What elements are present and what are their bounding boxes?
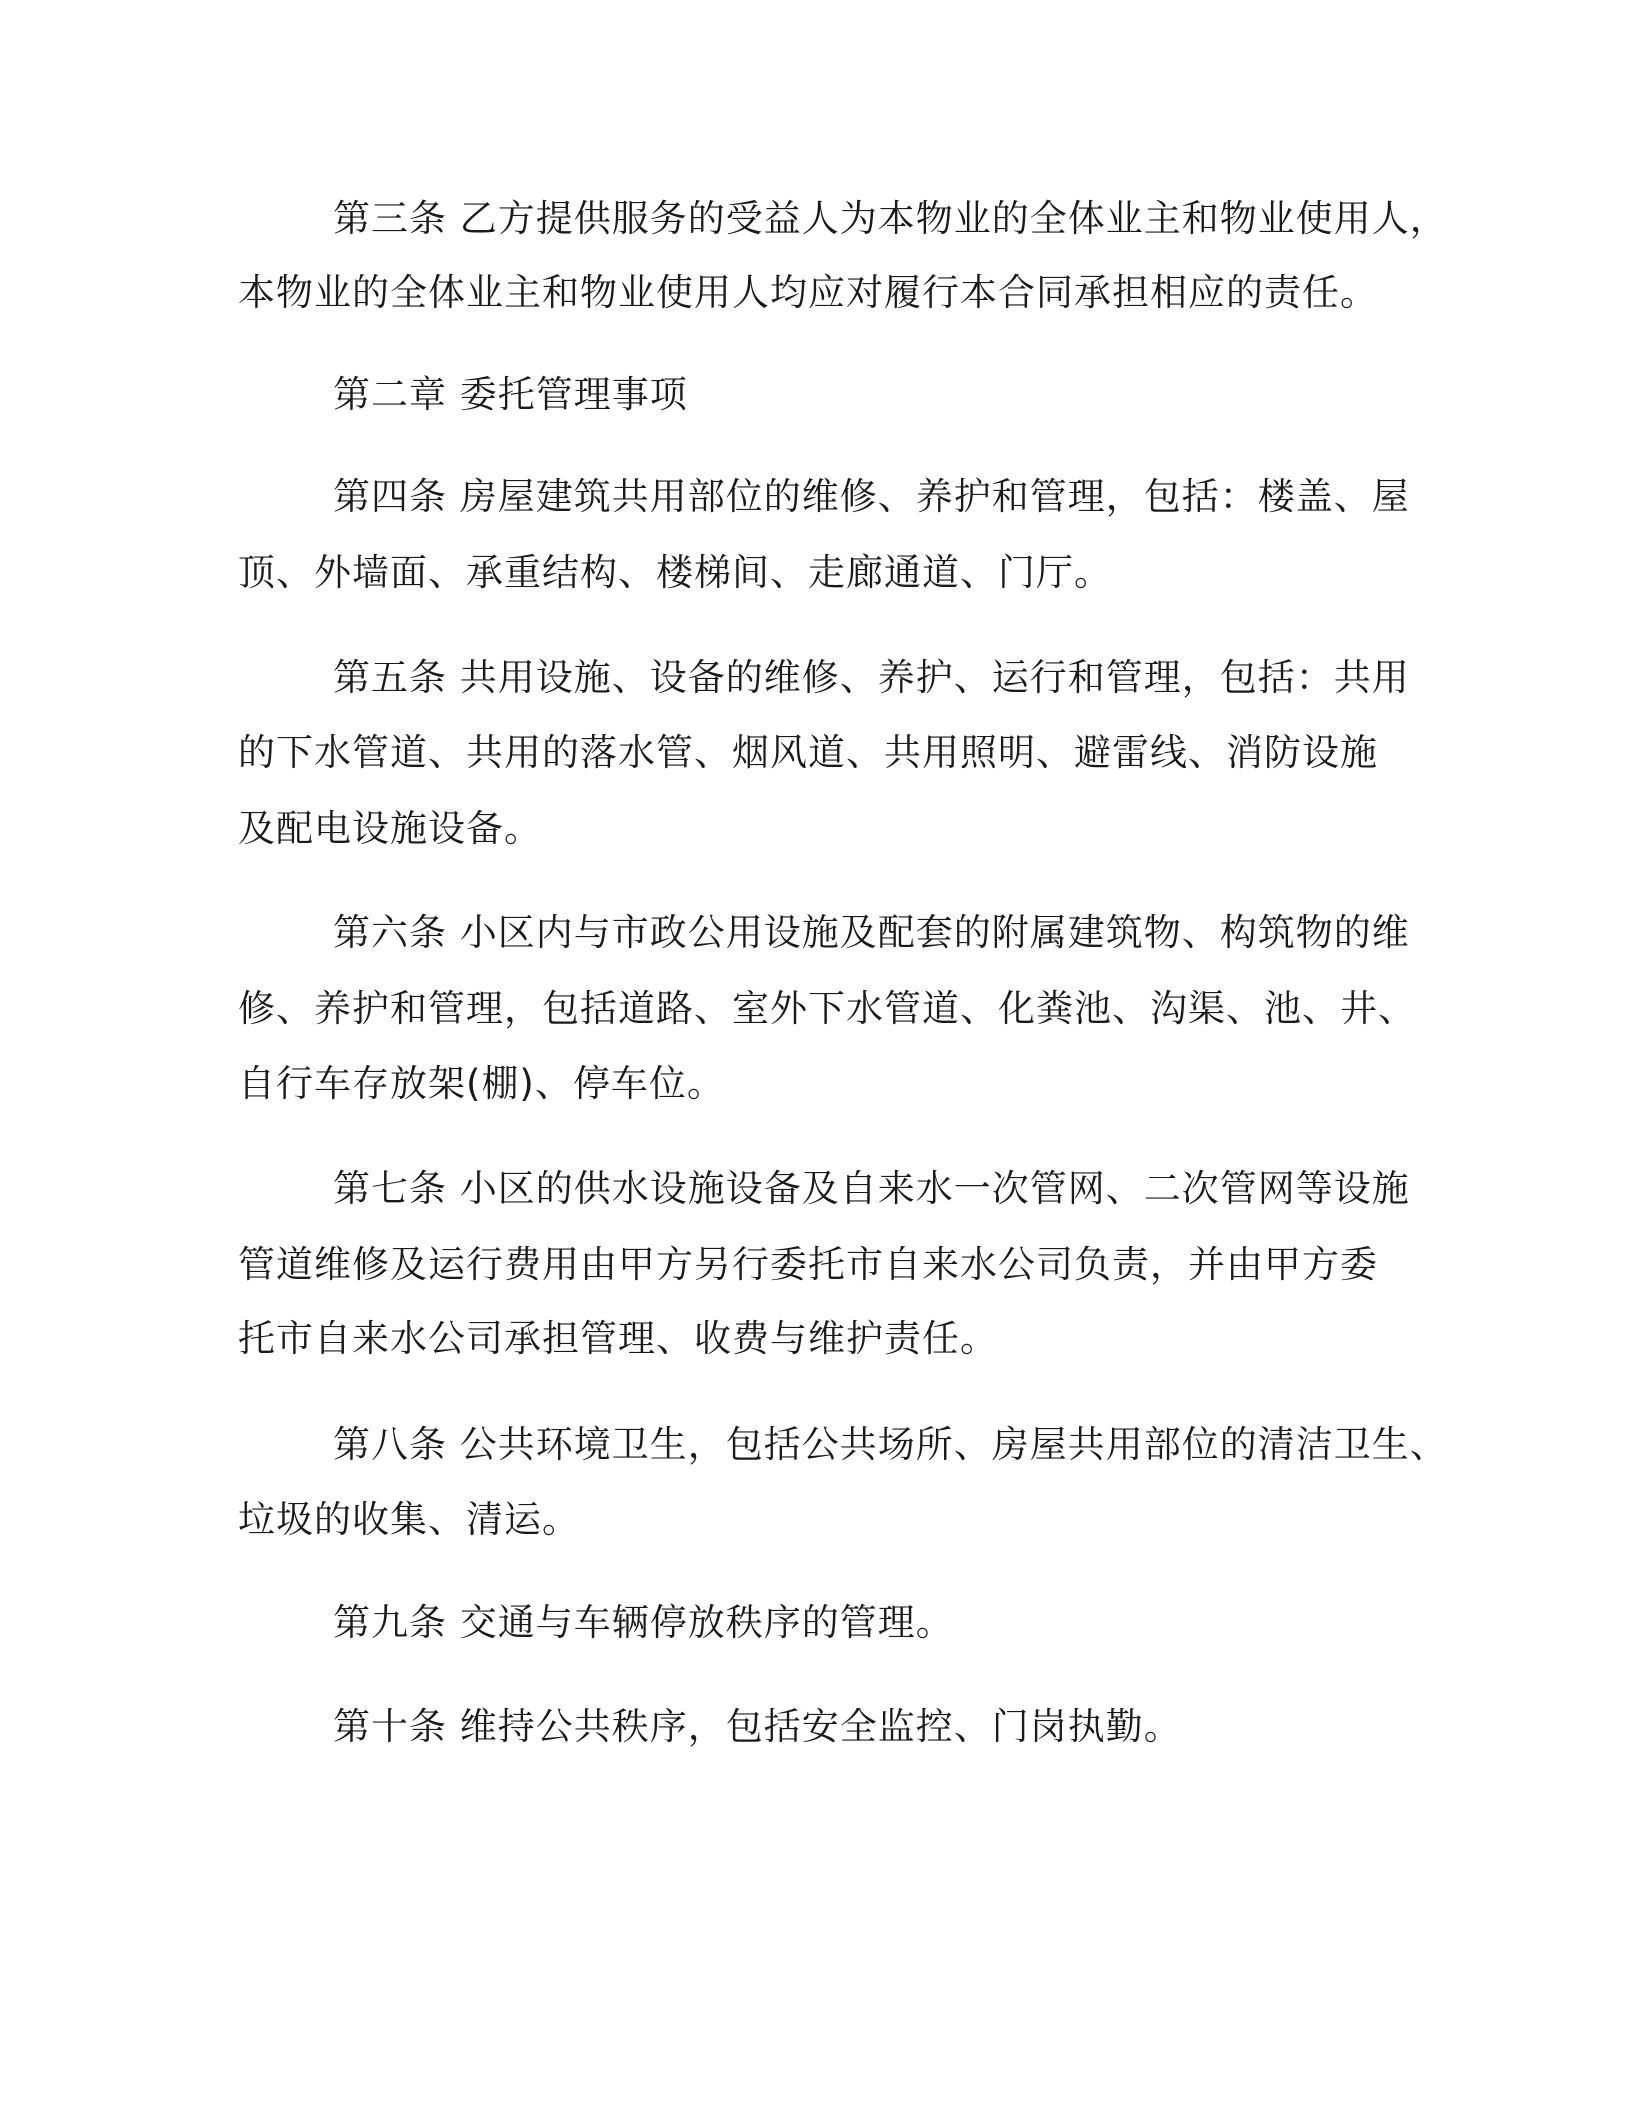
article-3-line-1: 第三条 乙方提供服务的受益人为本物业的全体业主和物业使用人， <box>333 197 1448 240</box>
article-6-line-2: 修、养护和管理，包括道路、室外下水管道、化粪池、沟渠、池、井、 <box>238 987 1416 1030</box>
article-5-line-2: 的下水管道、共用的落水管、烟风道、共用照明、避雷线、消防设施 <box>238 731 1378 774</box>
chapter-2-heading: 第二章 委托管理事项 <box>333 373 688 416</box>
article-10-line-1: 第十条 维持公共秩序，包括安全监控、门岗执勤。 <box>333 1705 1182 1748</box>
article-9-line-1: 第九条 交通与车辆停放秩序的管理。 <box>333 1601 954 1644</box>
article-3-line-2: 本物业的全体业主和物业使用人均应对履行本合同承担相应的责任。 <box>238 271 1378 314</box>
article-7-line-1: 第七条 小区的供水设施设备及自来水一次管网、二次管网等设施 <box>333 1167 1410 1210</box>
article-4-line-1: 第四条 房屋建筑共用部位的维修、养护和管理，包括：楼盖、屋 <box>333 475 1410 518</box>
article-6-line-1: 第六条 小区内与市政公用设施及配套的附属建筑物、构筑物的维 <box>333 911 1410 954</box>
article-8-line-1: 第八条 公共环境卫生，包括公共场所、房屋共用部位的清洁卫生、 <box>333 1423 1448 1466</box>
article-8-line-2: 垃圾的收集、清运。 <box>238 1498 580 1541</box>
article-5-line-1: 第五条 共用设施、设备的维修、养护、运行和管理，包括：共用 <box>333 656 1410 699</box>
article-7-line-2: 管道维修及运行费用由甲方另行委托市自来水公司负责，并由甲方委 <box>238 1243 1378 1286</box>
article-6-line-3: 自行车存放架(棚)、停车位。 <box>238 1062 725 1105</box>
article-4-line-2: 顶、外墙面、承重结构、楼梯间、走廊通道、门厅。 <box>238 551 1112 594</box>
article-7-line-3: 托市自来水公司承担管理、收费与维护责任。 <box>238 1317 998 1360</box>
article-5-line-3: 及配电设施设备。 <box>238 807 542 850</box>
